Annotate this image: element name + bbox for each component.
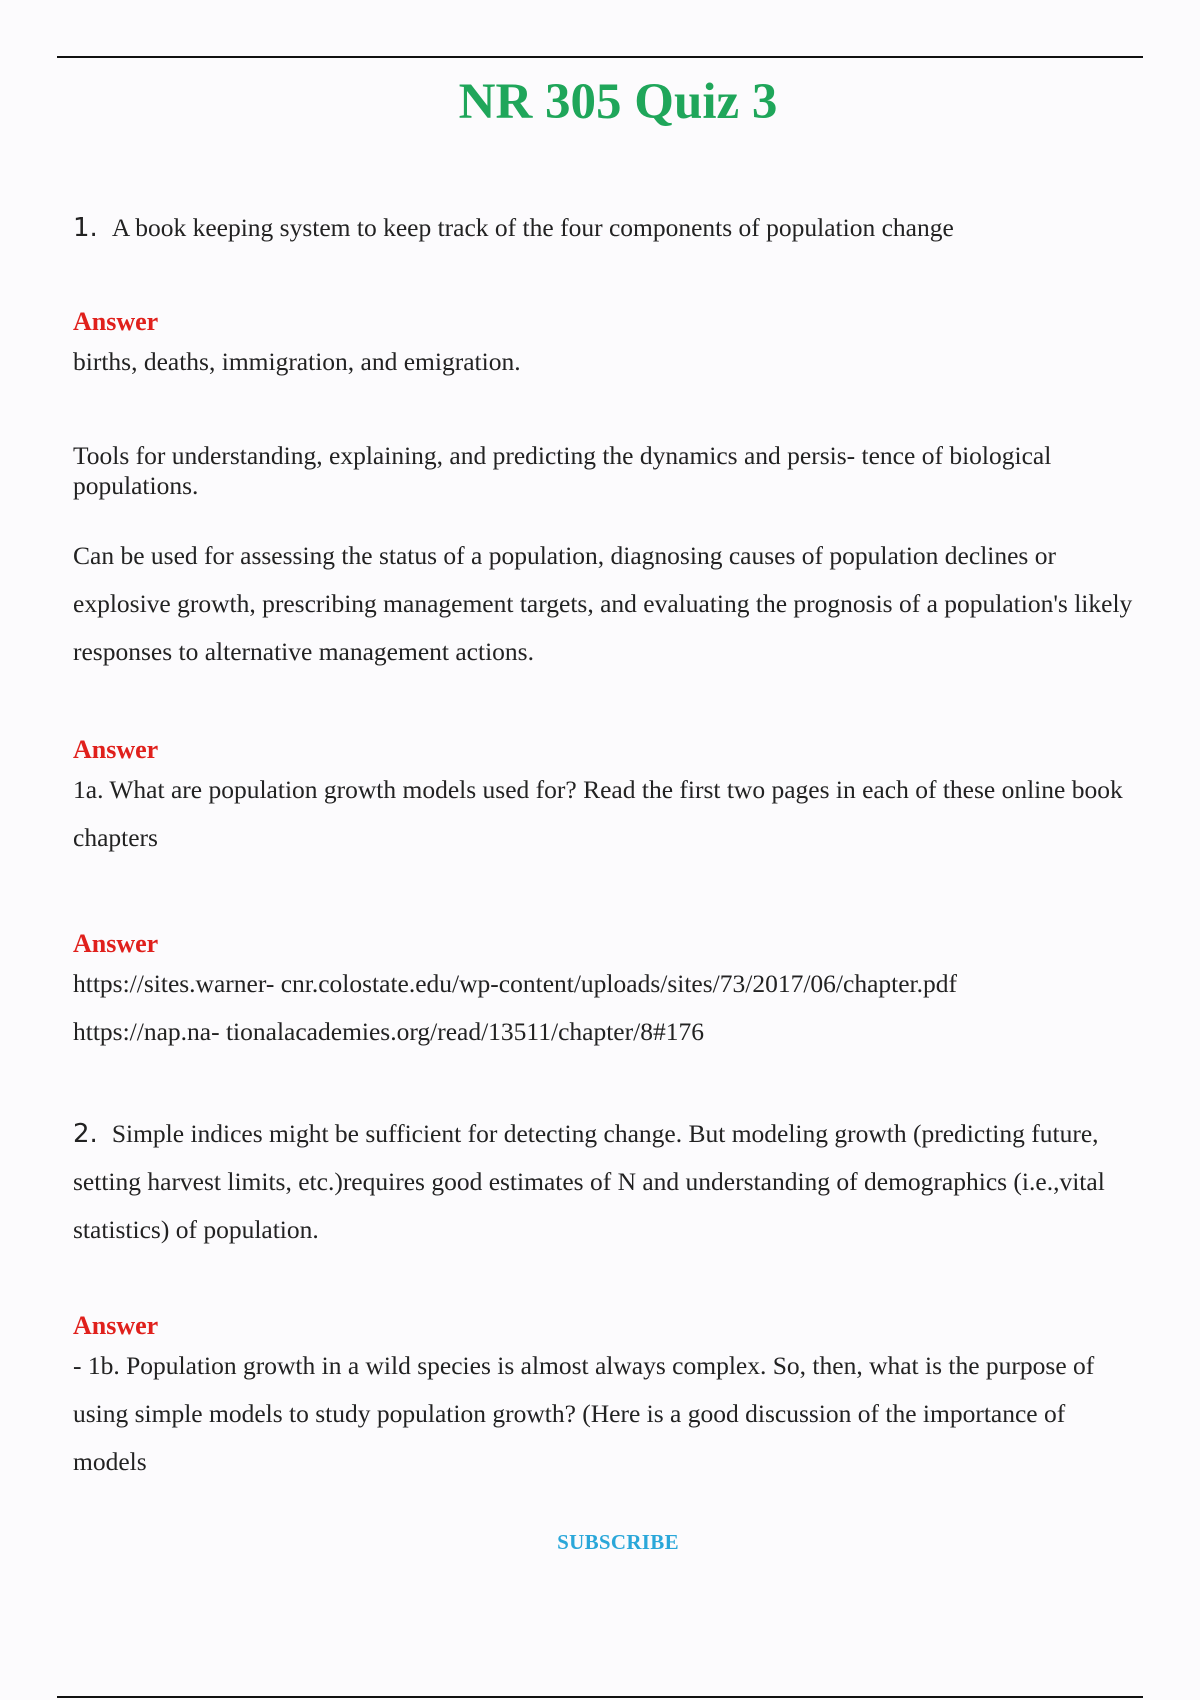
bottom-rule [57, 1696, 1143, 1698]
answer-label: Answer [73, 929, 159, 958]
question-2 [73, 1110, 1143, 1254]
answer-4 [73, 1310, 1143, 1486]
paragraph-uses [73, 532, 1143, 676]
link-chapter-pdf[interactable]: https://sites.warner- cnr.colostate.edu/wp-content/uploads/sites/73/2017/06/chapter.pdf [73, 969, 958, 998]
page-title: NR 305 Quiz 3 [458, 74, 778, 130]
answer-text: - 1b. Population growth in a wild species is almost always complex. So, then, what is the purpose of using simple models to study population growth? (Here is a good discussion of the importance of models [73, 1351, 1095, 1476]
question-text: Simple indices might be sufficient for detecting change. But modeling growth (predicting future, setting harvest limits, etc.)requires good estimates of N and understanding of demographics (i.e.,vital statistics) of population. [73, 1119, 1105, 1244]
question-1 [73, 204, 1143, 252]
question-number: 2. [73, 1119, 98, 1149]
answer-label: Answer [73, 1311, 159, 1340]
link-nap-chapter[interactable]: https://nap.na- tionalacademies.org/read/13511/chapter/8#176 [73, 1017, 704, 1046]
answer-1 [73, 306, 1143, 386]
answer-2 [73, 734, 1143, 862]
question-text: A book keeping system to keep track of the four components of population change [111, 213, 954, 242]
answer-label: Answer [73, 735, 159, 764]
answer-3 [73, 928, 1143, 1056]
question-number: 1. [73, 213, 98, 243]
paragraph-text: Can be used for assessing the status of a population, diagnosing causes of population declines or explosive growth, prescribing management targets, and evaluating the prognosis of a population's likely responses to alternative management actions. [73, 541, 1133, 666]
paragraph-text: Tools for understanding, explaining, and predicting the dynamics and persis- tence of biological populations. [73, 441, 1052, 500]
paragraph-tools [73, 441, 1143, 501]
answer-text: births, deaths, immigration, and emigration. [73, 347, 521, 376]
top-rule [57, 56, 1143, 58]
subscribe-link[interactable]: SUBSCRIBE [557, 1530, 679, 1554]
answer-text: 1a. What are population growth models used for? Read the first two pages in each of these online book chapters [73, 775, 1123, 852]
answer-label: Answer [73, 307, 159, 336]
